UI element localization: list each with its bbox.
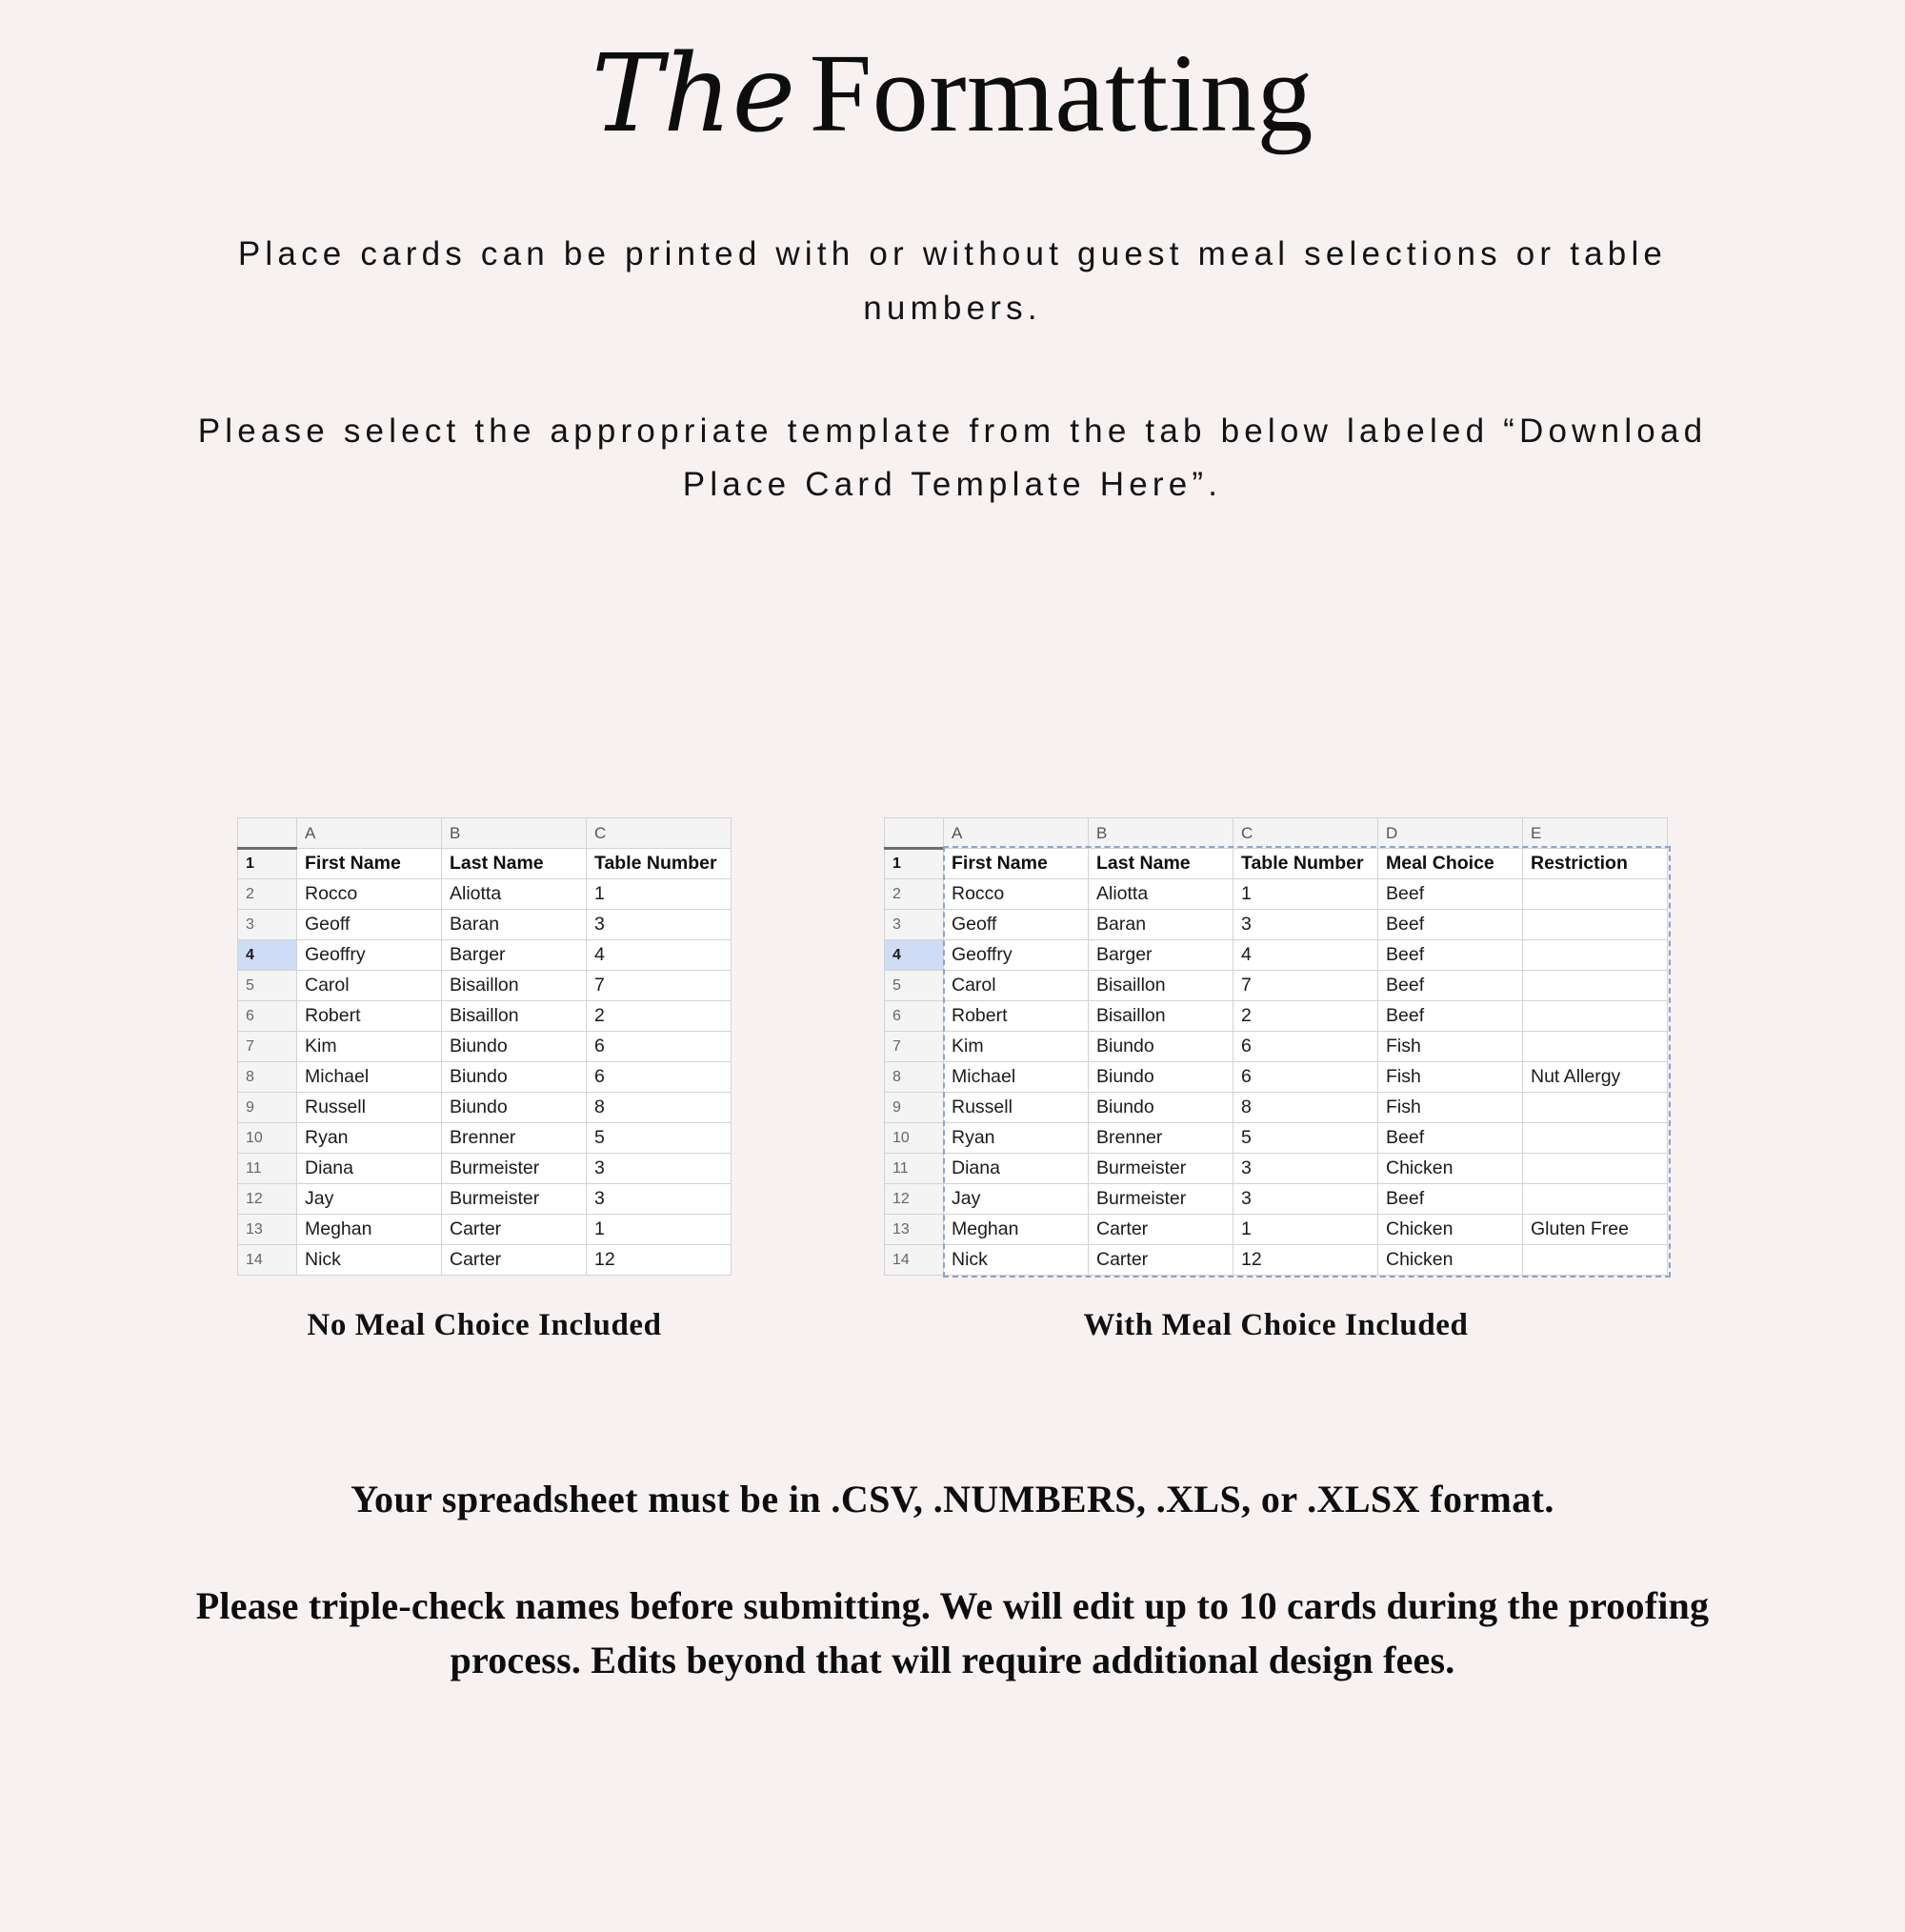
- cell-table-number[interactable]: 1: [1233, 879, 1378, 910]
- row-number[interactable]: 3: [885, 910, 944, 940]
- cell-last-name[interactable]: Brenner: [1089, 1123, 1233, 1154]
- row-number[interactable]: 14: [885, 1245, 944, 1276]
- row-number-selected[interactable]: 4: [885, 940, 944, 971]
- row-number[interactable]: 7: [238, 1032, 297, 1062]
- table-row: [885, 849, 1668, 879]
- cell-table-number[interactable]: 6: [587, 1062, 732, 1093]
- table-row: [238, 1184, 732, 1215]
- table-row: [238, 1062, 732, 1093]
- cell-meal-choice[interactable]: Fish: [1378, 1032, 1523, 1062]
- row-number[interactable]: 11: [885, 1154, 944, 1184]
- select-all-corner[interactable]: [885, 818, 944, 849]
- column-letter-a[interactable]: A: [297, 818, 442, 849]
- cell-first-name[interactable]: Meghan: [297, 1215, 442, 1245]
- cell-first-name[interactable]: Diana: [297, 1154, 442, 1184]
- spreadsheet-table-with-meal[interactable]: [884, 817, 1668, 1276]
- row-number[interactable]: 1: [238, 849, 297, 879]
- cell-last-name[interactable]: Baran: [442, 910, 587, 940]
- cell-table-number[interactable]: 6: [1233, 1032, 1378, 1062]
- cell-last-name[interactable]: Baran: [1089, 910, 1233, 940]
- table-row: [885, 1093, 1668, 1123]
- table-row: [885, 1184, 1668, 1215]
- table-row: [238, 1245, 732, 1276]
- intro-paragraph-2: Please select the appropriate template from the tab below labeled “Download Place Card Template Here”.: [197, 412, 1708, 504]
- column-letter-b[interactable]: B: [1089, 818, 1233, 849]
- cell-last-name[interactable]: Biundo: [1089, 1032, 1233, 1062]
- cell-table-number[interactable]: 12: [587, 1245, 732, 1276]
- cell-restriction[interactable]: [1523, 940, 1668, 971]
- cell-meal-choice[interactable]: Beef: [1378, 940, 1523, 971]
- column-letter-c[interactable]: C: [1233, 818, 1378, 849]
- page-title-script-word: The: [591, 32, 796, 156]
- cell-first-name[interactable]: Diana: [944, 1154, 1089, 1184]
- cell-first-name[interactable]: Meghan: [944, 1215, 1089, 1245]
- cell-table-number[interactable]: 3: [1233, 1154, 1378, 1184]
- cell-first-name[interactable]: Nick: [944, 1245, 1089, 1276]
- cell-last-name[interactable]: Brenner: [442, 1123, 587, 1154]
- cell-first-name[interactable]: Geoffry: [297, 940, 442, 971]
- cell-restriction[interactable]: [1523, 910, 1668, 940]
- table-row: [238, 971, 732, 1001]
- table-row: [238, 910, 732, 940]
- cell-last-name[interactable]: Carter: [442, 1245, 587, 1276]
- row-number[interactable]: 11: [238, 1154, 297, 1184]
- cell-last-name[interactable]: Aliotta: [1089, 879, 1233, 910]
- cell-meal-choice[interactable]: Beef: [1378, 971, 1523, 1001]
- row-number[interactable]: 13: [885, 1215, 944, 1245]
- cell-restriction[interactable]: [1523, 1154, 1668, 1184]
- table-row: [238, 1001, 732, 1032]
- row-number[interactable]: 10: [885, 1123, 944, 1154]
- cell-restriction[interactable]: [1523, 1245, 1668, 1276]
- table-row: [885, 1062, 1668, 1093]
- header-table-number[interactable]: Table Number: [587, 849, 732, 879]
- cell-last-name[interactable]: Biundo: [442, 1032, 587, 1062]
- cell-restriction[interactable]: [1523, 1123, 1668, 1154]
- cell-last-name[interactable]: Burmeister: [1089, 1184, 1233, 1215]
- cell-last-name[interactable]: Bisaillon: [1089, 1001, 1233, 1032]
- column-letter-c[interactable]: C: [587, 818, 732, 849]
- cell-meal-choice[interactable]: Chicken: [1378, 1154, 1523, 1184]
- row-number[interactable]: 9: [238, 1093, 297, 1123]
- caption-with-meal-choice: With Meal Choice Included: [1083, 1308, 1469, 1342]
- table-row: [885, 879, 1668, 910]
- row-number[interactable]: 8: [238, 1062, 297, 1093]
- cell-last-name[interactable]: Burmeister: [442, 1184, 587, 1215]
- row-number[interactable]: 13: [238, 1215, 297, 1245]
- table-row: [885, 1245, 1668, 1276]
- column-letter-a[interactable]: A: [944, 818, 1089, 849]
- intro-paragraph-1: Place cards can be printed with or without guest meal selections or table numbers.: [237, 235, 1668, 327]
- column-letter-d[interactable]: D: [1378, 818, 1523, 849]
- table-row: [885, 910, 1668, 940]
- cell-first-name[interactable]: Ryan: [944, 1123, 1089, 1154]
- header-last-name[interactable]: Last Name: [442, 849, 587, 879]
- row-number[interactable]: 7: [885, 1032, 944, 1062]
- cell-first-name[interactable]: Rocco: [297, 879, 442, 910]
- cell-last-name[interactable]: Biundo: [442, 1062, 587, 1093]
- row-number[interactable]: 5: [238, 971, 297, 1001]
- cell-first-name[interactable]: Carol: [944, 971, 1089, 1001]
- cell-last-name[interactable]: Barger: [1089, 940, 1233, 971]
- cell-last-name[interactable]: Biundo: [1089, 1062, 1233, 1093]
- header-table-number[interactable]: Table Number: [1233, 849, 1378, 879]
- cell-table-number[interactable]: 6: [1233, 1062, 1378, 1093]
- cell-first-name[interactable]: Nick: [297, 1245, 442, 1276]
- cell-last-name[interactable]: Barger: [442, 940, 587, 971]
- cell-last-name[interactable]: Carter: [442, 1215, 587, 1245]
- cell-last-name[interactable]: Carter: [1089, 1245, 1233, 1276]
- cell-restriction[interactable]: Gluten Free: [1523, 1215, 1668, 1245]
- page-title: [57, 27, 1848, 159]
- cell-last-name[interactable]: Burmeister: [442, 1154, 587, 1184]
- header-restriction[interactable]: Restriction: [1523, 849, 1668, 879]
- caption-no-meal-choice: No Meal Choice Included: [307, 1308, 662, 1342]
- cell-table-number[interactable]: 2: [587, 1001, 732, 1032]
- cell-last-name[interactable]: Burmeister: [1089, 1154, 1233, 1184]
- row-number[interactable]: 6: [885, 1001, 944, 1032]
- cell-first-name[interactable]: Geoff: [297, 910, 442, 940]
- cell-meal-choice[interactable]: Beef: [1378, 1184, 1523, 1215]
- column-letter-row: [885, 818, 1668, 849]
- cell-first-name[interactable]: Rocco: [944, 879, 1089, 910]
- cell-meal-choice[interactable]: Beef: [1378, 1001, 1523, 1032]
- cell-first-name[interactable]: Michael: [944, 1062, 1089, 1093]
- row-number[interactable]: 14: [238, 1245, 297, 1276]
- cell-table-number[interactable]: 4: [587, 940, 732, 971]
- table-row: [885, 971, 1668, 1001]
- row-number[interactable]: 6: [238, 1001, 297, 1032]
- cell-table-number[interactable]: 4: [1233, 940, 1378, 971]
- table-row: [238, 1032, 732, 1062]
- cell-first-name[interactable]: Jay: [944, 1184, 1089, 1215]
- row-number[interactable]: 10: [238, 1123, 297, 1154]
- page-root: [0, 27, 1905, 1932]
- table-row: [238, 1123, 732, 1154]
- cell-table-number[interactable]: 3: [587, 1184, 732, 1215]
- cell-last-name[interactable]: Biundo: [442, 1093, 587, 1123]
- cell-meal-choice[interactable]: Beef: [1378, 910, 1523, 940]
- cell-table-number[interactable]: 5: [587, 1123, 732, 1154]
- cell-table-number[interactable]: 3: [1233, 910, 1378, 940]
- table-row: [885, 1001, 1668, 1032]
- cell-restriction[interactable]: Nut Allergy: [1523, 1062, 1668, 1093]
- cell-first-name[interactable]: Carol: [297, 971, 442, 1001]
- spreadsheet-table-no-meal[interactable]: [237, 817, 732, 1276]
- cell-table-number[interactable]: 3: [587, 910, 732, 940]
- select-all-corner[interactable]: [238, 818, 297, 849]
- cell-first-name[interactable]: Kim: [944, 1032, 1089, 1062]
- cell-last-name[interactable]: Bisaillon: [1089, 971, 1233, 1001]
- column-letter-row: [238, 818, 732, 849]
- cell-table-number[interactable]: 8: [1233, 1093, 1378, 1123]
- cell-table-number[interactable]: 3: [1233, 1184, 1378, 1215]
- table-row: [238, 1154, 732, 1184]
- cell-first-name[interactable]: Robert: [944, 1001, 1089, 1032]
- proofing-note: Please triple-check names before submitting. We will edit up to 10 cards during the proofing process. Edits beyond that will require additional design fees.: [195, 1584, 1710, 1681]
- spreadsheet-with-meal-choice: [884, 817, 1668, 1343]
- column-letter-b[interactable]: B: [442, 818, 587, 849]
- cell-table-number[interactable]: 1: [587, 1215, 732, 1245]
- cell-last-name[interactable]: Carter: [1089, 1215, 1233, 1245]
- cell-meal-choice[interactable]: Chicken: [1378, 1215, 1523, 1245]
- row-number[interactable]: 2: [885, 879, 944, 910]
- cell-table-number[interactable]: 7: [587, 971, 732, 1001]
- cell-restriction[interactable]: [1523, 1093, 1668, 1123]
- table-row-selected: [238, 940, 732, 971]
- column-letter-e[interactable]: E: [1523, 818, 1668, 849]
- cell-last-name[interactable]: Bisaillon: [442, 1001, 587, 1032]
- cell-restriction[interactable]: [1523, 971, 1668, 1001]
- cell-first-name[interactable]: Jay: [297, 1184, 442, 1215]
- page-title-main-word: Formatting: [809, 30, 1314, 155]
- cell-first-name[interactable]: Geoff: [944, 910, 1089, 940]
- cell-first-name[interactable]: Geoffry: [944, 940, 1089, 971]
- row-number-selected[interactable]: 4: [238, 940, 297, 971]
- header-first-name[interactable]: First Name: [297, 849, 442, 879]
- format-note: Your spreadsheet must be in .CSV, .NUMBERS, .XLS, or .XLSX format.: [351, 1478, 1554, 1520]
- table-row: [885, 1215, 1668, 1245]
- row-number[interactable]: 3: [238, 910, 297, 940]
- cell-table-number[interactable]: 1: [1233, 1215, 1378, 1245]
- row-number[interactable]: 1: [885, 849, 944, 879]
- header-last-name[interactable]: Last Name: [1089, 849, 1233, 879]
- table-row: [238, 1215, 732, 1245]
- cell-first-name[interactable]: Robert: [297, 1001, 442, 1032]
- cell-table-number[interactable]: 2: [1233, 1001, 1378, 1032]
- spreadsheet-no-meal-choice: [237, 817, 732, 1343]
- header-meal-choice[interactable]: Meal Choice: [1378, 849, 1523, 879]
- cell-first-name[interactable]: Russell: [297, 1093, 442, 1123]
- cell-first-name[interactable]: Kim: [297, 1032, 442, 1062]
- cell-first-name[interactable]: Russell: [944, 1093, 1089, 1123]
- table-row: [885, 1123, 1668, 1154]
- cell-last-name[interactable]: Aliotta: [442, 879, 587, 910]
- cell-meal-choice[interactable]: Fish: [1378, 1093, 1523, 1123]
- row-number[interactable]: 12: [885, 1184, 944, 1215]
- cell-meal-choice[interactable]: Beef: [1378, 1123, 1523, 1154]
- table-row: [238, 879, 732, 910]
- table-row-selected: [885, 940, 1668, 971]
- cell-last-name[interactable]: Biundo: [1089, 1093, 1233, 1123]
- cell-restriction[interactable]: [1523, 879, 1668, 910]
- cell-restriction[interactable]: [1523, 1184, 1668, 1215]
- cell-meal-choice[interactable]: Fish: [1378, 1062, 1523, 1093]
- row-number[interactable]: 8: [885, 1062, 944, 1093]
- cell-table-number[interactable]: 3: [587, 1154, 732, 1184]
- cell-table-number[interactable]: 5: [1233, 1123, 1378, 1154]
- table-row: [885, 1032, 1668, 1062]
- table-row: [238, 1093, 732, 1123]
- cell-table-number[interactable]: 1: [587, 879, 732, 910]
- table-row: [885, 1154, 1668, 1184]
- table-row: [238, 849, 732, 879]
- cell-meal-choice[interactable]: Chicken: [1378, 1245, 1523, 1276]
- row-number[interactable]: 9: [885, 1093, 944, 1123]
- cell-last-name[interactable]: Bisaillon: [442, 971, 587, 1001]
- row-number[interactable]: 12: [238, 1184, 297, 1215]
- cell-restriction[interactable]: [1523, 1001, 1668, 1032]
- row-number[interactable]: 2: [238, 879, 297, 910]
- cell-first-name[interactable]: Michael: [297, 1062, 442, 1093]
- row-number[interactable]: 5: [885, 971, 944, 1001]
- cell-meal-choice[interactable]: Beef: [1378, 879, 1523, 910]
- cell-first-name[interactable]: Ryan: [297, 1123, 442, 1154]
- cell-table-number[interactable]: 8: [587, 1093, 732, 1123]
- header-first-name[interactable]: First Name: [944, 849, 1089, 879]
- cell-table-number[interactable]: 7: [1233, 971, 1378, 1001]
- cell-restriction[interactable]: [1523, 1032, 1668, 1062]
- cell-table-number[interactable]: 6: [587, 1032, 732, 1062]
- spreadsheet-examples: [0, 817, 1905, 1343]
- cell-table-number[interactable]: 12: [1233, 1245, 1378, 1276]
